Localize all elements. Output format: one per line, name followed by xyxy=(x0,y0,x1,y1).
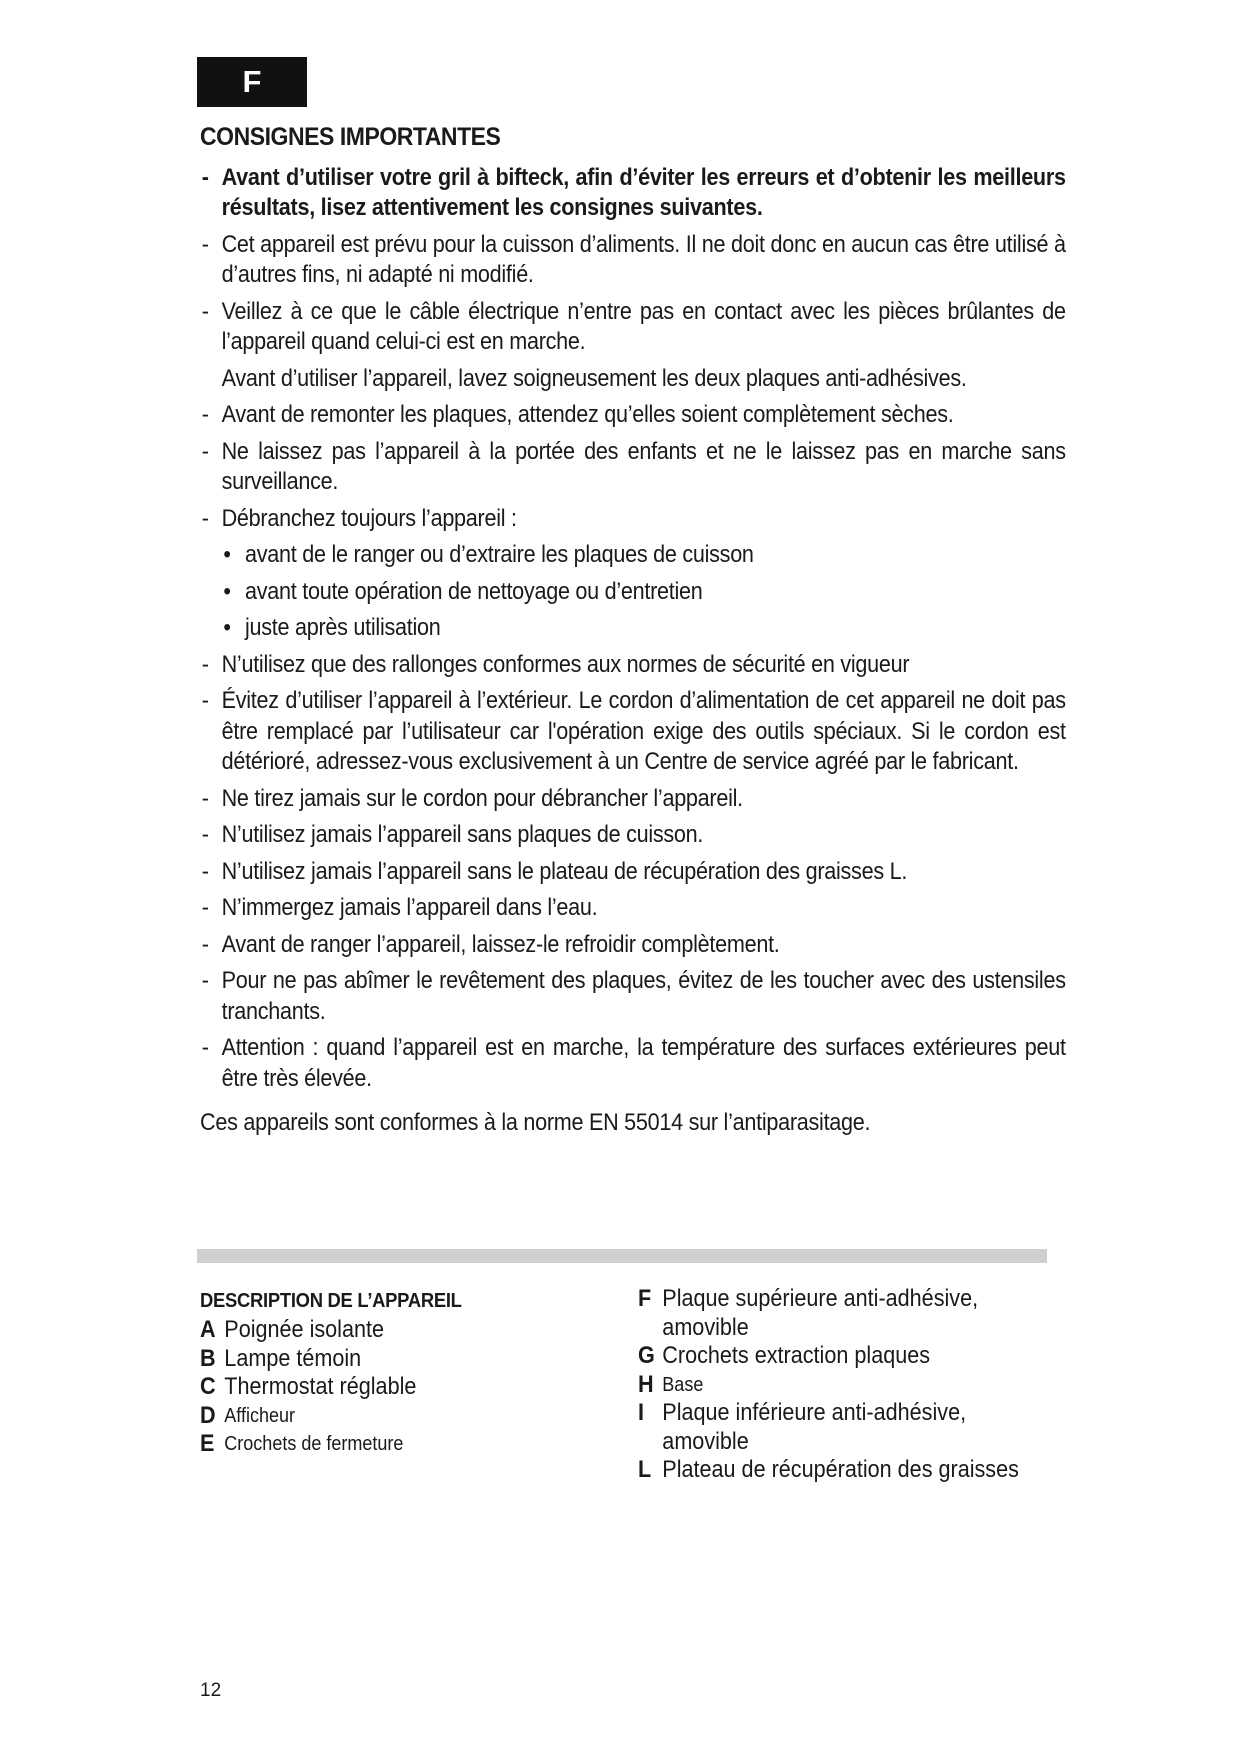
part-letter: G xyxy=(638,1342,655,1369)
unplug-bullets xyxy=(200,540,1045,644)
description-right-column xyxy=(638,1285,1046,1485)
part-label: Plateau de récupération des graisses xyxy=(662,1456,1019,1483)
parts-list-left xyxy=(200,1316,600,1459)
compliance-note: Ces appareils sont conformes à la norme EN 55014 sur l’antiparasitage. xyxy=(200,1109,871,1136)
parts-list-right xyxy=(638,1285,1046,1485)
section-title: CONSIGNES IMPORTANTES xyxy=(200,123,501,151)
safety-rule: - N’utilisez jamais l’appareil sans plaques de cuisson. xyxy=(200,820,1066,851)
safety-rule: - N’utilisez jamais l’appareil sans le plateau de récupération des graisses L. xyxy=(200,857,1066,888)
part-item xyxy=(200,1373,600,1402)
safety-rule: - Ne laissez pas l’appareil à la portée des enfants et ne le laissez pas en marche sans surveillance. xyxy=(200,437,1066,498)
safety-rule: - N’utilisez que des rallonges conformes aux normes de sécurité en vigueur xyxy=(200,650,1066,681)
part-letter: A xyxy=(200,1316,216,1343)
part-label: Lampe témoin xyxy=(224,1344,362,1372)
part-label: Plaque supérieure anti-adhésive, amovible xyxy=(662,1285,979,1341)
language-tab: F xyxy=(197,57,307,107)
description-title: DESCRIPTION DE L’APPAREIL xyxy=(200,1290,462,1312)
safety-rule: - Avant de remonter les plaques, attendez qu’elles soient complètement sèches. xyxy=(200,400,1066,431)
safety-rule: - Veillez à ce que le câble électrique n’entre pas en contact avec les pièces brûlantes de l’appareil quand celui-ci est en marche. xyxy=(200,297,1066,358)
safety-rule: - Avant d’utiliser votre gril à bifteck, afin d’éviter les erreurs et d’obtenir les meilleurs résultats, lisez attentivement les consignes suivantes. xyxy=(200,163,1066,224)
part-letter: I xyxy=(638,1399,645,1426)
bullet-item: • avant toute opération de nettoyage ou d’entretien xyxy=(200,577,1089,608)
part-letter: E xyxy=(200,1430,215,1457)
safety-rule: - Avant de ranger l’appareil, laissez-le refroidir complètement. xyxy=(200,930,1066,961)
part-letter: B xyxy=(200,1344,216,1372)
bullet-item: • avant de le ranger ou d’extraire les plaques de cuisson xyxy=(200,540,1089,571)
part-label: Crochets de fermeture xyxy=(224,1433,404,1455)
unplug-bullets-container xyxy=(200,540,1045,644)
part-letter: L xyxy=(638,1456,652,1483)
part-item xyxy=(200,1316,600,1345)
part-label: Thermostat réglable xyxy=(224,1373,417,1400)
safety-rule: - Attention : quand l’appareil est en marche, la température des surfaces extérieures peut être très élevée. xyxy=(200,1033,1066,1094)
part-item xyxy=(638,1371,1046,1400)
safety-rule: - Débranchez toujours l’appareil : xyxy=(200,504,1066,535)
part-item xyxy=(200,1402,600,1431)
part-item xyxy=(638,1342,1046,1371)
part-label: Poignée isolante xyxy=(224,1316,385,1343)
part-letter: F xyxy=(638,1285,652,1312)
part-label: Afficheur xyxy=(224,1404,296,1427)
section-divider xyxy=(197,1249,1047,1263)
safety-rule: - Cet appareil est prévu pour la cuisson d’aliments. Il ne doit donc en aucun cas être utilisé à d’autres fins, ni adapté ni modifié. xyxy=(200,230,1066,291)
safety-rule: - Ne tirez jamais sur le cordon pour débrancher l’appareil. xyxy=(200,784,1066,815)
safety-rule: Avant d’utiliser l’appareil, lavez soigneusement les deux plaques anti-adhésives. xyxy=(221,364,967,392)
safety-rule: - Évitez d’utiliser l’appareil à l’extérieur. Le cordon d’alimentation de cet appareil ne doit pas être remplacé par l’utilisateur car l'opération exige des outils spéciaux. Si le cordon est détérioré, adressez-vous exclusivement à un Centre de service agréé par le fabricant. xyxy=(200,686,1066,778)
part-label: Plaque inférieure anti-adhésive, amovible xyxy=(662,1399,967,1455)
part-label: Base xyxy=(662,1373,704,1396)
page-number: 12 xyxy=(200,1680,222,1701)
part-item xyxy=(638,1399,1046,1456)
part-item xyxy=(638,1456,1046,1485)
part-letter: H xyxy=(638,1370,654,1398)
part-label: Crochets extraction plaques xyxy=(662,1342,931,1369)
part-letter: D xyxy=(200,1401,216,1429)
safety-rule: - N’immergez jamais l’appareil dans l’eau. xyxy=(200,893,1066,924)
part-letter: C xyxy=(200,1373,216,1400)
safety-section xyxy=(200,122,1066,1139)
part-item xyxy=(200,1345,600,1374)
part-item xyxy=(638,1285,1046,1342)
safety-rule: - Pour ne pas abîmer le revêtement des plaques, évitez de les toucher avec des ustensiles tranchants. xyxy=(200,966,1066,1027)
safety-rules-list xyxy=(200,163,1066,1095)
part-item xyxy=(200,1430,600,1459)
bullet-item: • juste après utilisation xyxy=(200,613,1089,644)
description-left-column xyxy=(200,1285,600,1459)
